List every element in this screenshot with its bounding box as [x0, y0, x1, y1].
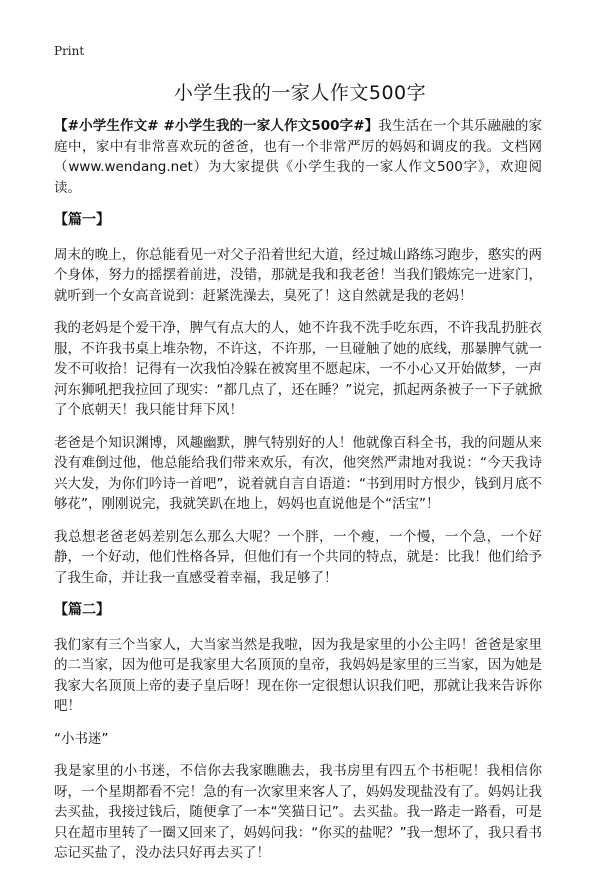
section-1-paragraph-2: 我的老妈是个爱干净，脾气有点大的人，她不许我不洗手吃东西，不许我乱扔脏衣服，不许我书桌上堆杂物，不许这，不许那，一旦碰触了她的底线，那暴脾气就一发不可收拾！记得有一次我怕冷躲在被窝里不愿起床，一不小心又开始做梦，一声河东狮吼把我拉回了现实：“都几点了，还在睡？”说完，抓起两条被子一下子就掀了个底朝天！我只能甘拜下风！	[54, 320, 542, 418]
section-1-paragraph-4: 我总想老爸老妈差别怎么那么大呢？一个胖，一个瘦，一个慢，一个急，一个好静，一个好动，他们性格各异，但他们有一个共同的特点，就是：比我！他们给予了我生命，并让我一直感受着幸福，我足够了！	[54, 528, 542, 586]
article-content	[54, 116, 542, 876]
intro-tag: 【#小学生作文# #小学生我的一家人作文500字#】	[54, 118, 379, 134]
section-1-paragraph-3: 老爸是个知识渊博，风趣幽默，脾气特别好的人！他就像百科全书，我的问题从来没有难倒过他，他总能给我们带来欢乐，有次，他突然严肃地对我说：“今天我诗兴大发，为你们吟诗一首吧”，说着就自言自语道：“书到用时方恨少，钱到月底不够花”，刚刚说完，我就笑趴在地上，妈妈也直说他是个“活宝”！	[54, 434, 542, 512]
section-heading-2: 【篇二】	[54, 602, 110, 618]
section-2-paragraph-1: 我们家有三个当家人，大当家当然是我啦，因为我是家里的小公主吗！爸爸是家里的二当家，因为他可是我家里大名顶顶的皇帝，我妈妈是家里的三当家，因为她是我家大名顶顶上帝的妻子皇后呀！现在你一定很想认识我们吧，那就让我来告诉你吧！	[54, 636, 542, 714]
print-link[interactable]: Print	[54, 44, 85, 58]
section-2-paragraph-2: 我是家里的小书迷，不信你去我家瞧瞧去，我书房里有四五个书柜呢！我相信你呀，一个星期都看不完！急的有一次家里来客人了，妈妈发现盐没有了。妈妈让我去买盐，我接过钱后，随便拿了一本“笑猫日记”。去买盐。我一路走一路看，可是只在超市里转了一圈又回来了，妈妈问我：“你买的盐呢？”我一想坏了，我只看书忘记买盐了，没办法只好再去买了！	[54, 763, 542, 861]
page-title: 小学生我的一家人作文500字	[173, 82, 427, 104]
intro-paragraph	[54, 116, 542, 198]
intro-text: 我生活在一个其乐融融的家庭中，家中有非常喜欢玩的爸爸，也有一个非常严厉的妈妈和调皮的我。文档网（www.wendang.net）为大家提供《小学生我的一家人作文500字》，欢迎阅读。	[54, 118, 542, 196]
section-2-subtitle: “小书迷”	[54, 730, 109, 747]
section-heading-1: 【篇一】	[54, 212, 110, 228]
section-1-paragraph-1: 周末的晚上，你总能看见一对父子沿着世纪大道，经过城山路练习跑步，憨实的两个身体，努力的摇摆着前进，没错，那就是我和我老爸！当我们锻炼完一进家门，就听到一个女高音说到：赶紧洗澡去，臭死了！这自然就是我的老妈！	[54, 246, 542, 304]
